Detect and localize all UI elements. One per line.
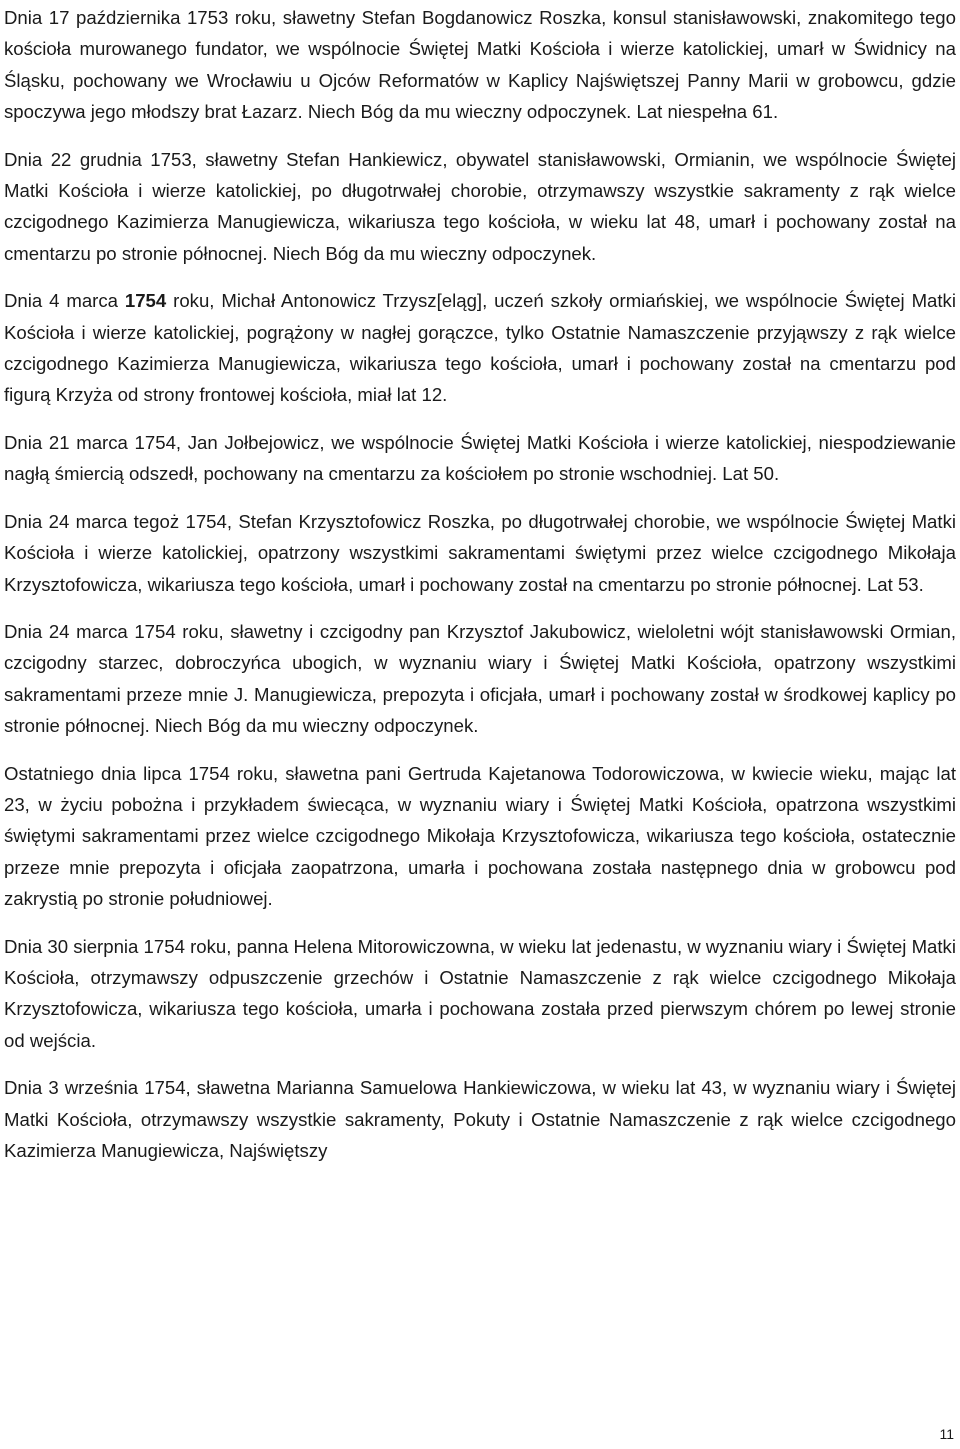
death-record-entry: Dnia 24 marca tegoż 1754, Stefan Krzysztofowicz Roszka, po długotrwałej chorobie, we wspólnocie Świętej Matki Kościoła i wierze katolickiej, opatrzony wszystkimi sakramentami świętymi przez wielce czcigodnego Mikołaja Krzysztofowicza, wikariusza tego kościoła, umarł i pochowany został na cmentarzu po stronie północnej. Lat 53. [4, 510, 956, 595]
death-record-entry: Dnia 24 marca 1754 roku, sławetny i czcigodny pan Krzysztof Jakubowicz, wieloletni wójt stanisławowski Ormian, czcigodny starzec, dobroczyńca ubogich, w wyznaniu wiary i Świętej Matki Kościoła, opatrzony wszystkimi sakramentami przeze mnie J. Manugiewicza, prepozyta i oficjała, umarł i pochowany został w środkowej kaplicy po stronie północnej. Niech Bóg da mu wieczny odpoczynek. [4, 620, 956, 737]
entry-text: roku, Michał Antonowicz Trzysz[eląg], uczeń szkoły ormiańskiej, we wspólnocie Świętej Matki Kościoła i wierze katolickiej, pogrążony w nagłej gorączce, tylko Ostatnie Namaszczenie przyjąwszy z rąk wielce czcigodnego Kazimierza Manugiewicza, wikariusza tego kościoła, umarł i pochowany został na cmentarzu pod figurą Krzyża od strony frontowej kościoła, miał lat 12. [4, 290, 956, 406]
page-number: 11 [939, 1426, 954, 1442]
death-record-entry [4, 285, 956, 411]
document-page [4, 2, 956, 1182]
death-record-entry: Dnia 3 września 1754, sławetna Marianna Samuelowa Hankiewiczowa, w wieku lat 43, w wyznaniu wiary i Świętej Matki Kościoła, otrzymawszy wszystkie sakramenty, Pokuty i Ostatnie Namaszczenie z rąk wielce czcigodnego Kazimierza Manugiewicza, Najświętszy [4, 1077, 956, 1161]
death-record-entry: Dnia 17 października 1753 roku, sławetny Stefan Bogdanowicz Roszka, konsul stanisławowski, znakomitego tego kościoła murowanego fundator, we wspólnocie Świętej Matki Kościoła i wierze katolickiej, umarł w Świdnicy na Śląsku, pochowany we Wrocławiu u Ojców Reformatów w Kaplicy Najświętszej Panny Marii w grobowcu, gdzie spoczywa jego młodszy brat Łazarz. Niech Bóg da mu wieczny odpoczynek. Lat niespełna 61. [4, 7, 956, 123]
death-record-entry: Dnia 30 sierpnia 1754 roku, panna Helena Mitorowiczowna, w wieku lat jedenastu, w wyznaniu wiary i Świętej Matki Kościoła, otrzymawszy odpuszczenie grzechów i Ostatnie Namaszczenie z rąk wielce czcigodnego Mikołaja Krzysztofowicza, wikariusza tego kościoła, umarła i pochowana została przed pierwszym chórem po lewej stronie od wejścia. [4, 935, 956, 1051]
death-record-entry: Dnia 21 marca 1754, Jan Jołbejowicz, we wspólnocie Świętej Matki Kościoła i wierze katolickiej, niespodziewanie nagłą śmiercią odszedł, pochowany na cmentarzu za kościołem po stronie wschodniej. Lat 50. [4, 431, 956, 485]
death-record-entry: Dnia 22 grudnia 1753, sławetny Stefan Hankiewicz, obywatel stanisławowski, Ormianin, we wspólnocie Świętej Matki Kościoła i wierze katolickiej, po długotrwałej chorobie, otrzymawszy wszystkie sakramenty z rąk wielce czcigodnego Kazimierza Manugiewicza, wikariusza tego kościoła, w wieku lat 48, umarł i pochowany został na cmentarzu po stronie północnej. Niech Bóg da mu wieczny odpoczynek. [4, 148, 956, 264]
entry-text: Dnia 4 marca [4, 290, 125, 312]
bold-year: 1754 [124, 290, 167, 312]
death-record-entry: Ostatniego dnia lipca 1754 roku, sławetna pani Gertruda Kajetanowa Todorowiczowa, w kwiecie wieku, mając lat 23, w życiu pobożna i przykładem świecąca, w wyznaniu wiary i Świętej Matki Kościoła, opatrzona wszystkimi świętymi sakramentami przez wielce czcigodnego Mikołaja Krzysztofowicza, wikariusza tego kościoła, ostatecznie przeze mnie prepozyta i oficjała zaopatrzona, umarła i pochowana została następnego dnia w grobowcu pod zakrystią po stronie południowej. [4, 762, 956, 910]
